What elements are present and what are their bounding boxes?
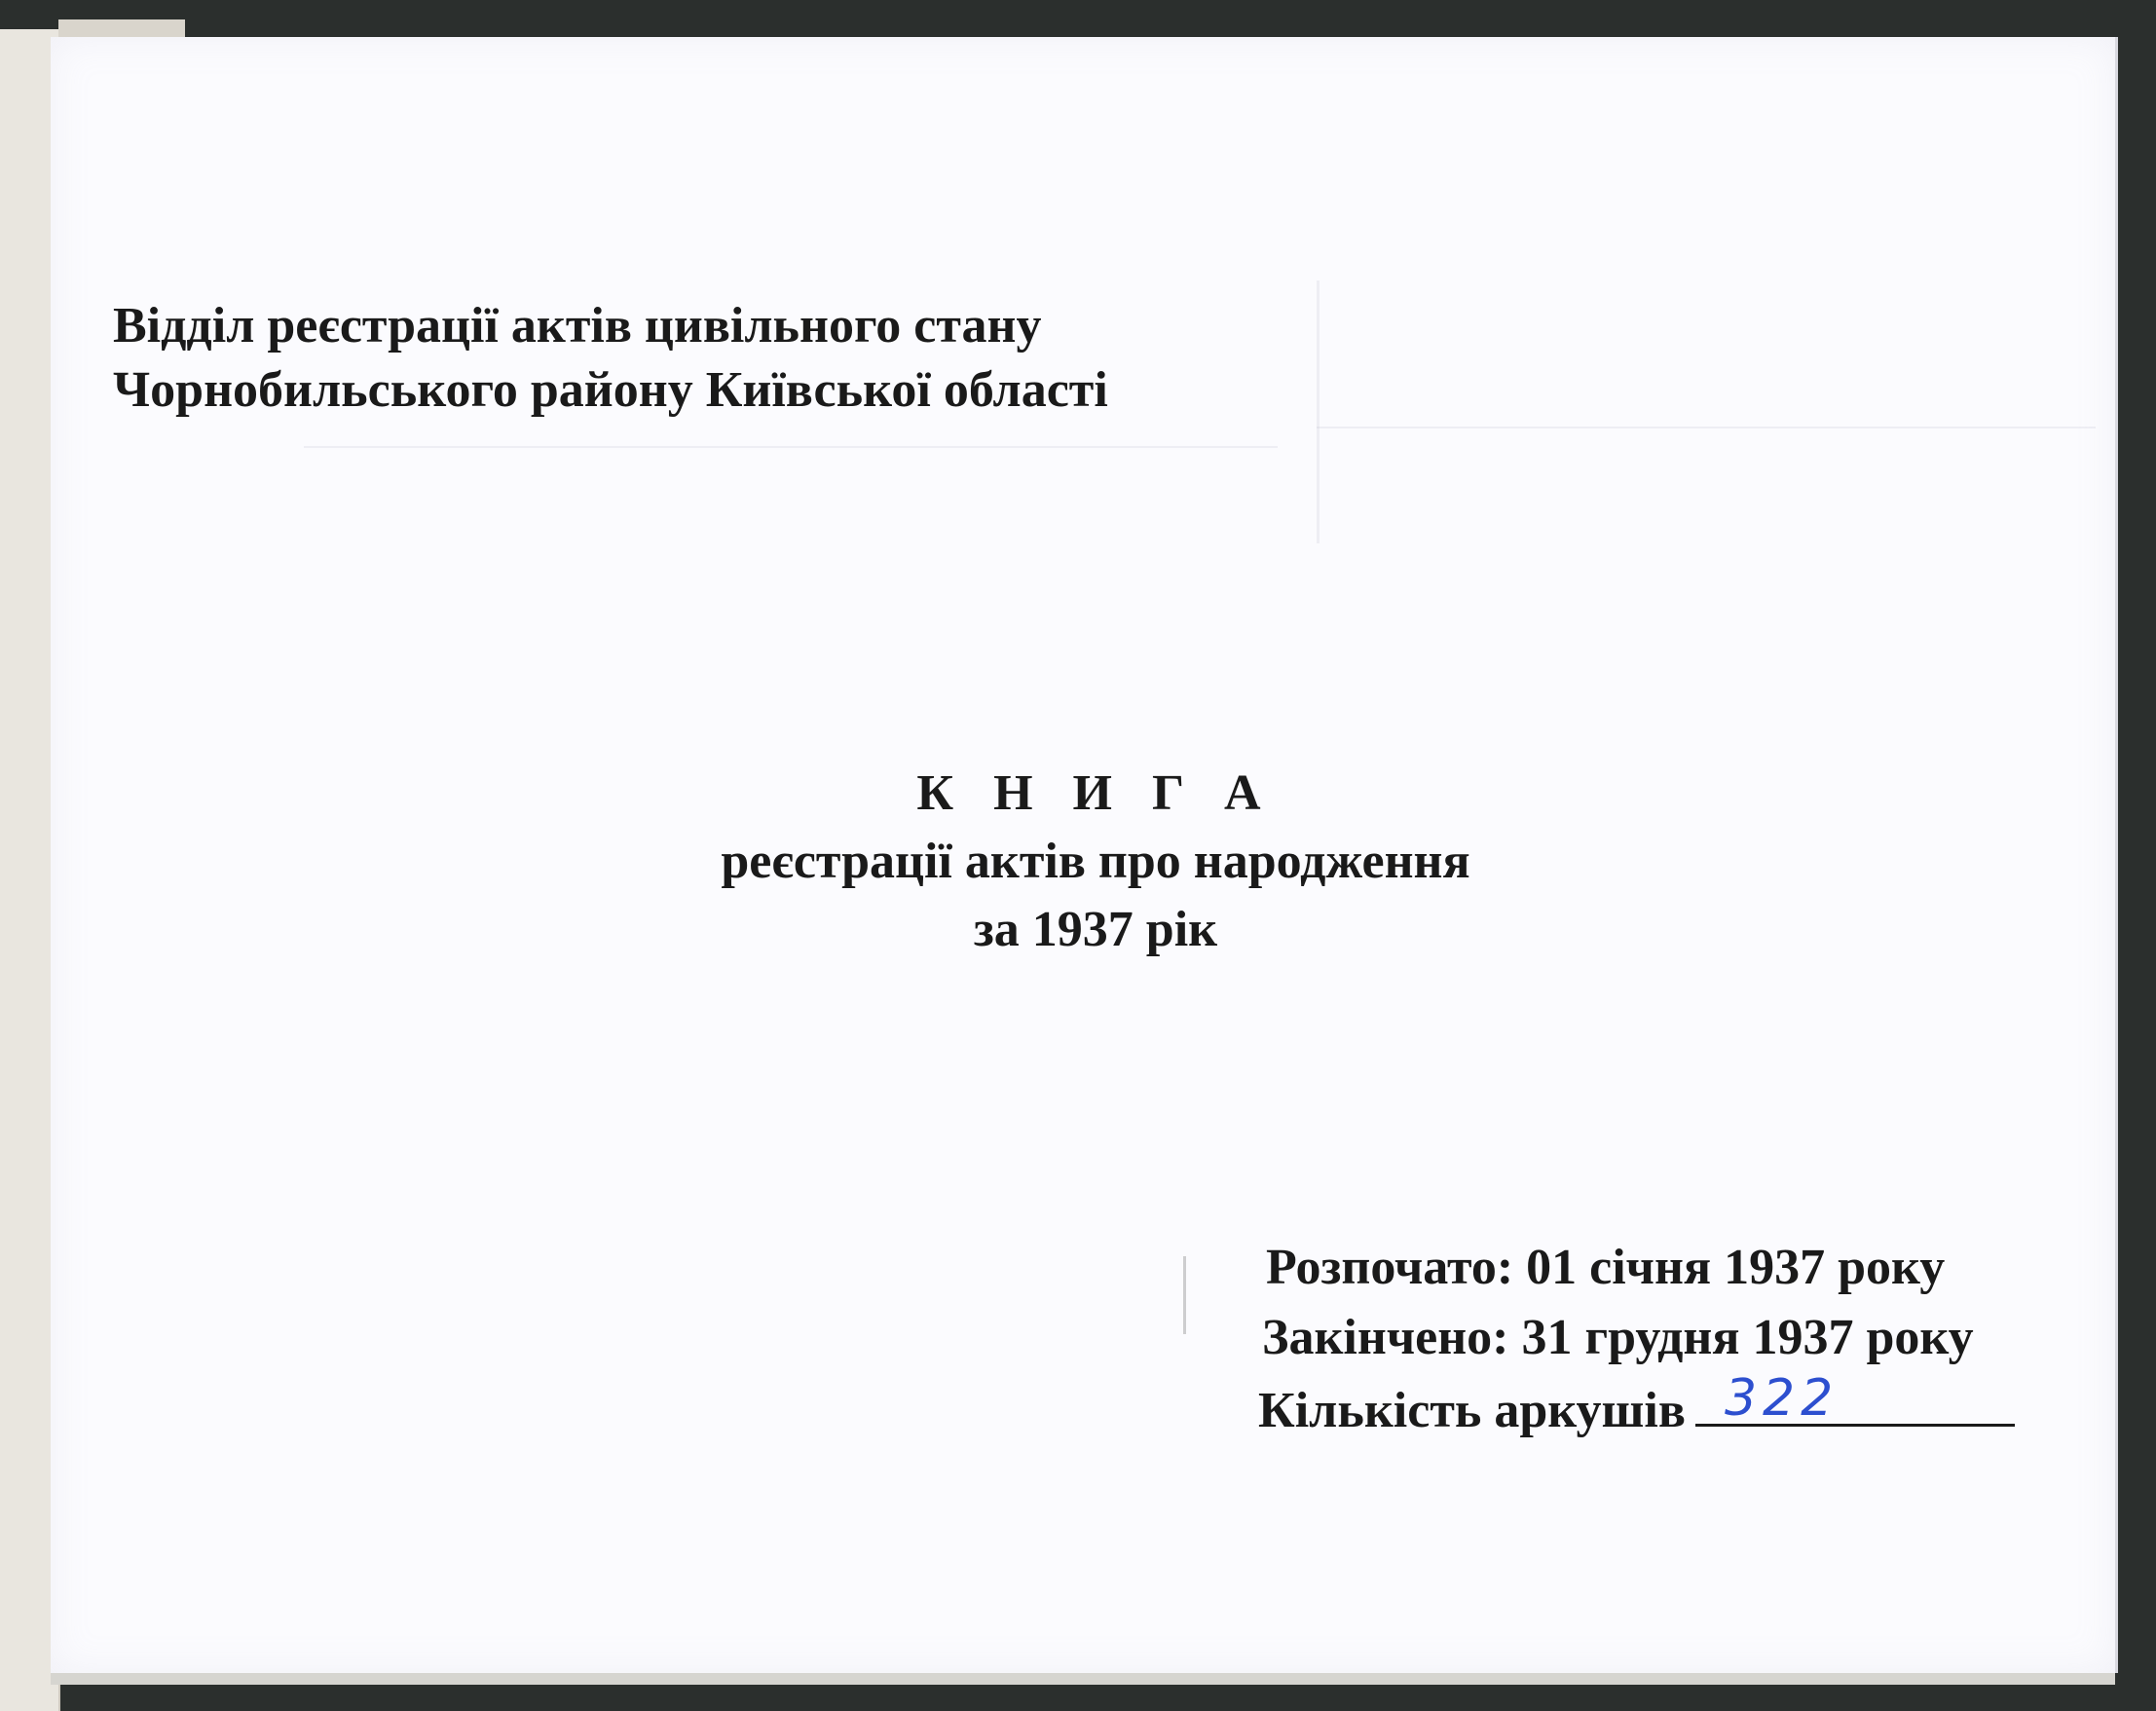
page-bottom-edge xyxy=(51,1673,2115,1685)
book-info xyxy=(1258,1233,2015,1446)
sheets-blank-line xyxy=(1695,1369,2015,1428)
show-through-rule xyxy=(1317,280,1320,543)
sheets-label: Кількість аркушів xyxy=(1258,1383,1686,1438)
sheets-count-row xyxy=(1258,1369,2015,1446)
book-year: за 1937 рік xyxy=(973,902,1218,957)
started-date: Розпочато: 01 січня 1937 року xyxy=(1266,1240,1946,1295)
show-through-rule xyxy=(1317,427,2096,428)
book-heading: К Н И Г А xyxy=(916,765,1275,821)
department-line-2: Чорнобильського району Київської області xyxy=(113,362,1108,418)
show-through-rule xyxy=(304,446,1278,448)
book-title xyxy=(584,760,1607,964)
department-heading xyxy=(113,294,1108,423)
finished-date: Закінчено: 31 грудня 1937 року xyxy=(1262,1310,1974,1365)
show-through-text xyxy=(713,154,741,221)
book-subtitle: реєстрації актів про народження xyxy=(721,834,1470,889)
sheets-handwritten-count: 322 xyxy=(1724,1369,1840,1428)
department-line-1: Відділ реєстрації актів цивільного стану xyxy=(113,298,1042,353)
margin-mark xyxy=(1183,1256,1186,1334)
